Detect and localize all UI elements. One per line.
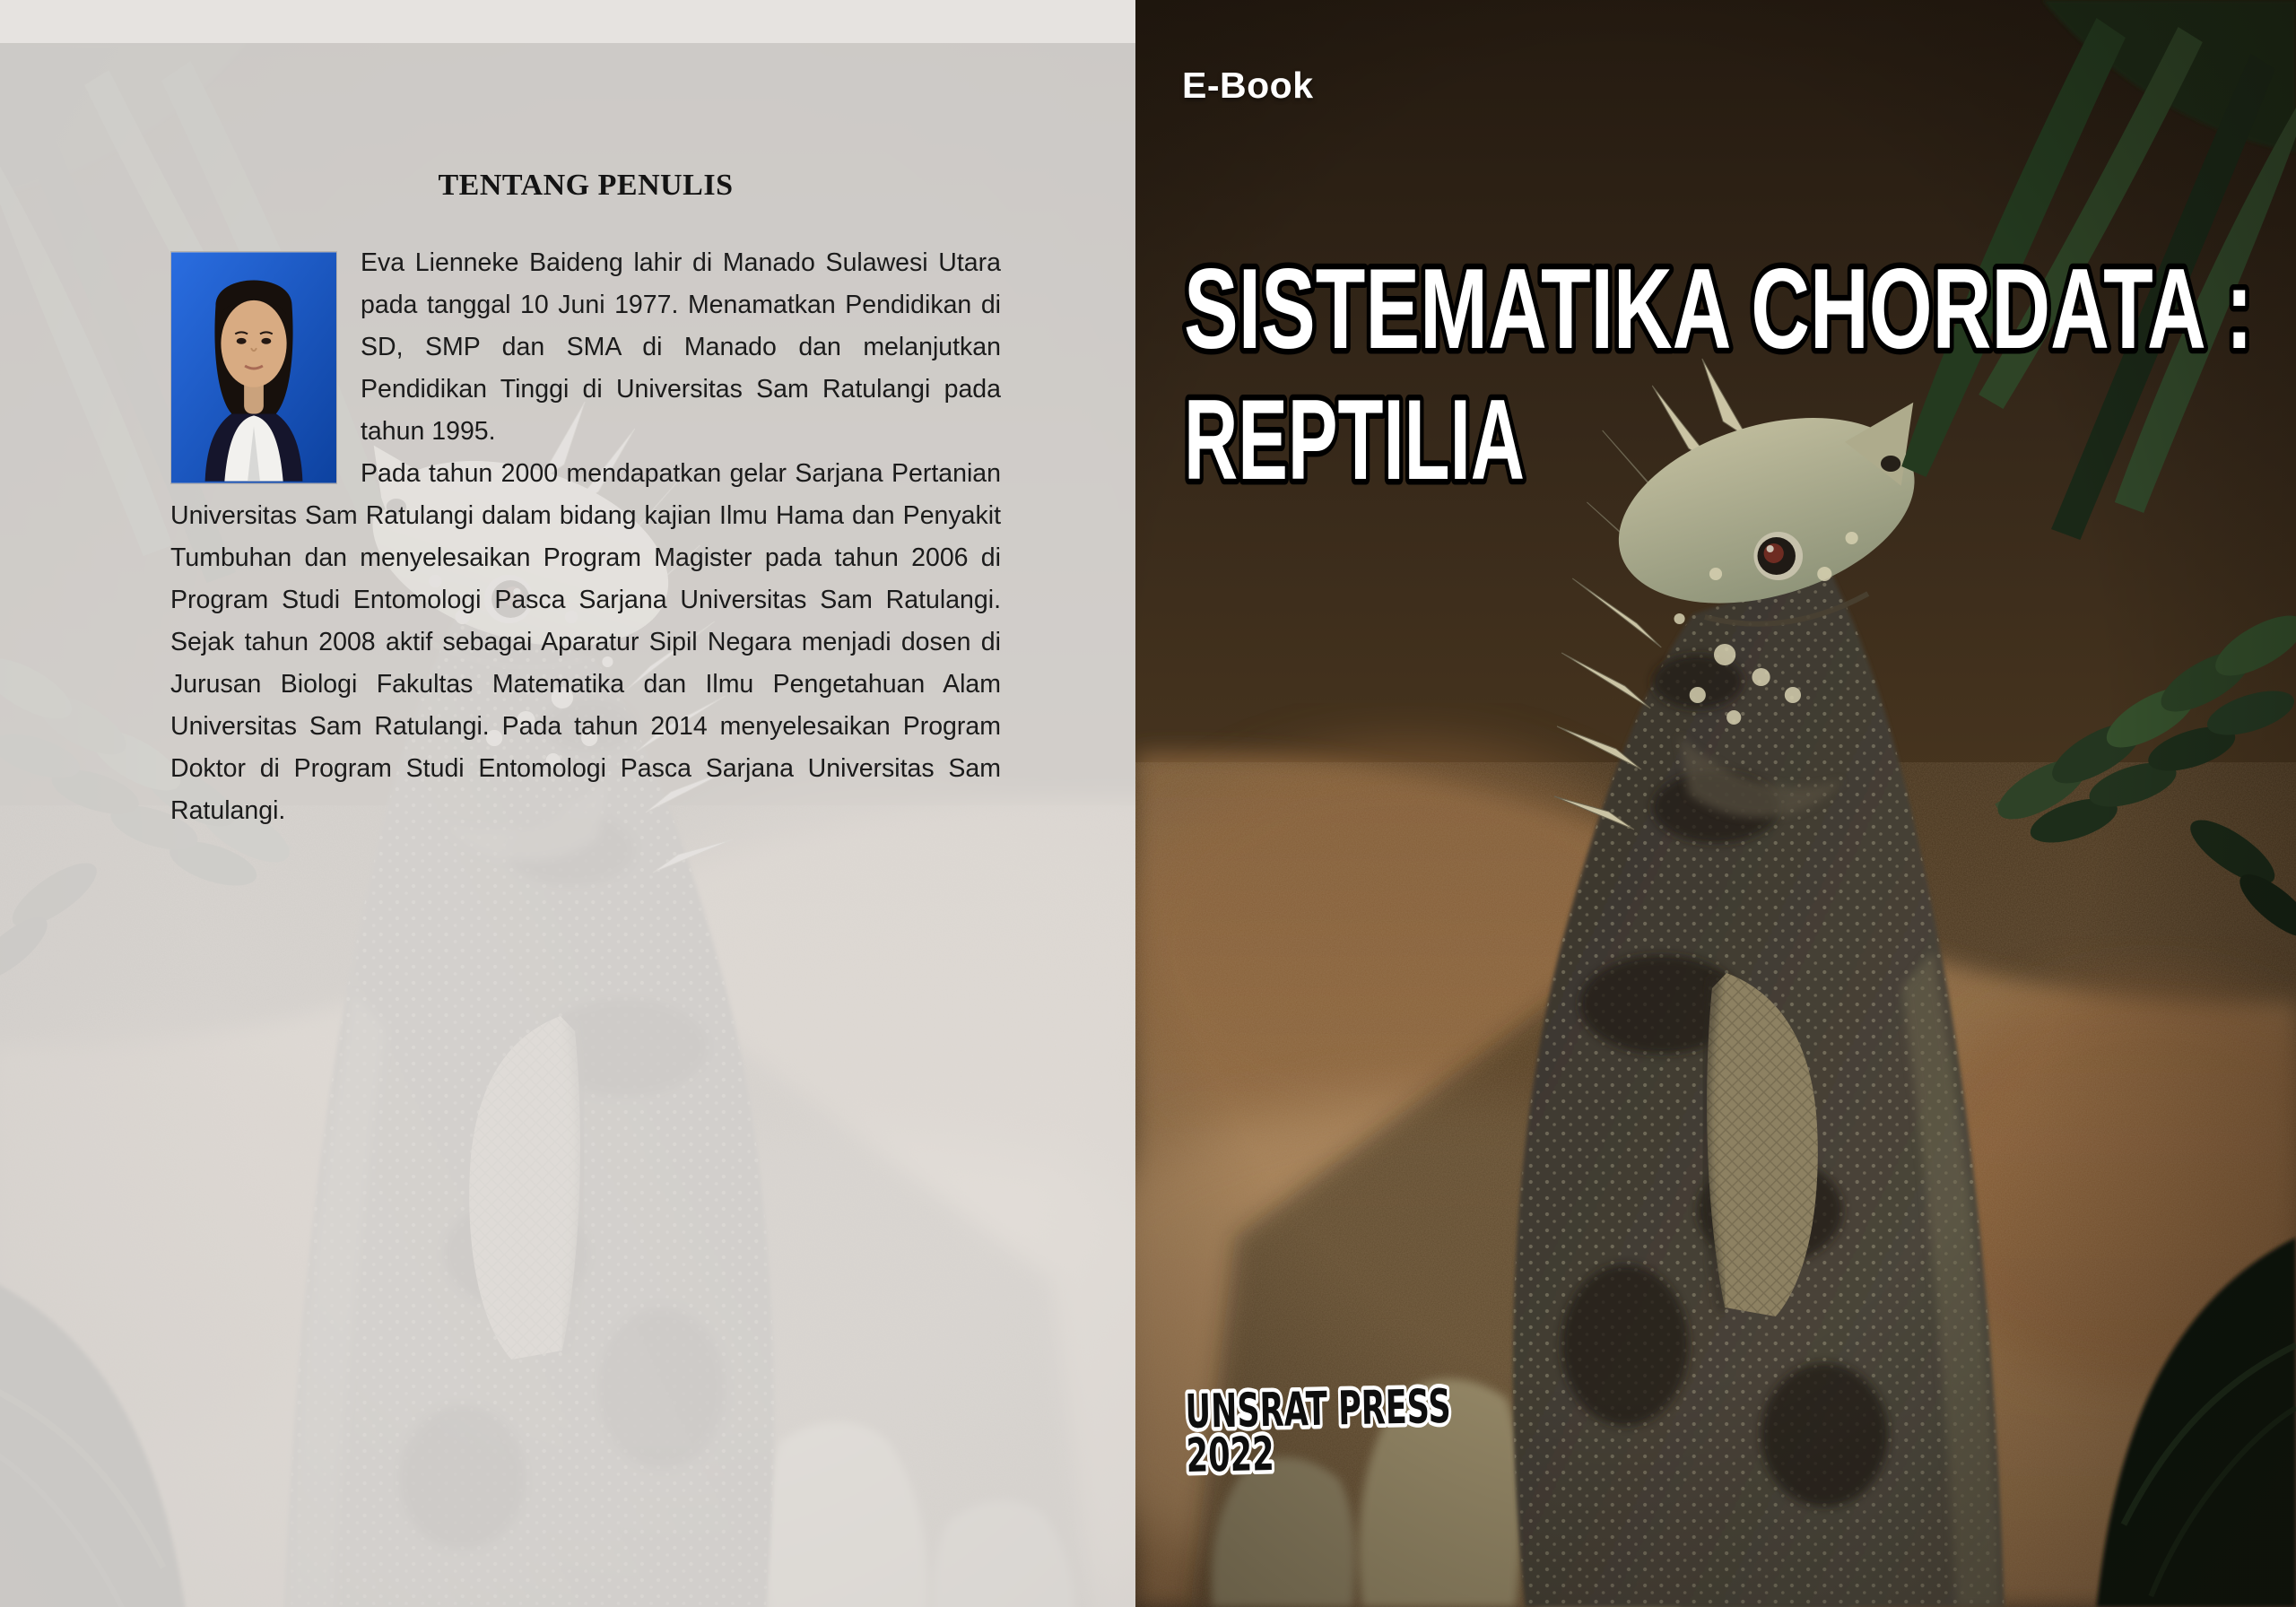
front-cover-page bbox=[1135, 0, 2296, 1607]
book-title-line-1: SISTEMATIKA CHORDATA : bbox=[1184, 245, 2253, 372]
bio-paragraph-1: Eva Lienneke Baideng lahir di Manado Sulawesi Utara pada tanggal 10 Juni 1977. Menamatkan Pendidikan di SD, SMP dan SMA di Manado dan melanjutkan Pendidikan Tinggi di Universitas Sam Ratulangi pada tahun 1995. bbox=[361, 248, 1001, 446]
cover-photo-illustration bbox=[1135, 0, 2296, 1607]
bio-paragraph-2: Pada tahun 2000 mendapatkan gelar Sarjana Pertanian Universitas Sam Ratulangi dalam bidang kajian Ilmu Hama dan Penyakit Tumbuhan dan menyelesaikan Program Magister pada tahun 2006 di Program Studi Entomologi Pasca Sarjana Universitas Sam Ratulangi. Sejak tahun 2008 aktif sebagai Aparatur Sipil Negara menjadi dosen di Jurusan Biologi Fakultas Matematika dan Ilmu Pengetahuan Alam Universitas Sam Ratulangi. Pada tahun 2014 menyelesaikan Program Doktor di Program Studi Entomologi Pasca Sarjana Universitas Sam Ratulangi. bbox=[170, 459, 1001, 825]
about-author-heading: TENTANG PENULIS bbox=[438, 169, 734, 202]
publisher-name: UNSRAT PRESS bbox=[1185, 1377, 1580, 1439]
back-cover-page bbox=[0, 0, 1135, 1607]
book-title-line-2: REPTILIA bbox=[1184, 376, 1525, 503]
author-bio bbox=[170, 242, 1001, 832]
author-photo bbox=[170, 251, 337, 484]
face bbox=[221, 300, 286, 387]
about-author-section bbox=[170, 169, 1001, 832]
publisher-year: 2022 bbox=[1186, 1426, 1318, 1483]
ebook-format-label: E-Book bbox=[1182, 65, 1314, 106]
